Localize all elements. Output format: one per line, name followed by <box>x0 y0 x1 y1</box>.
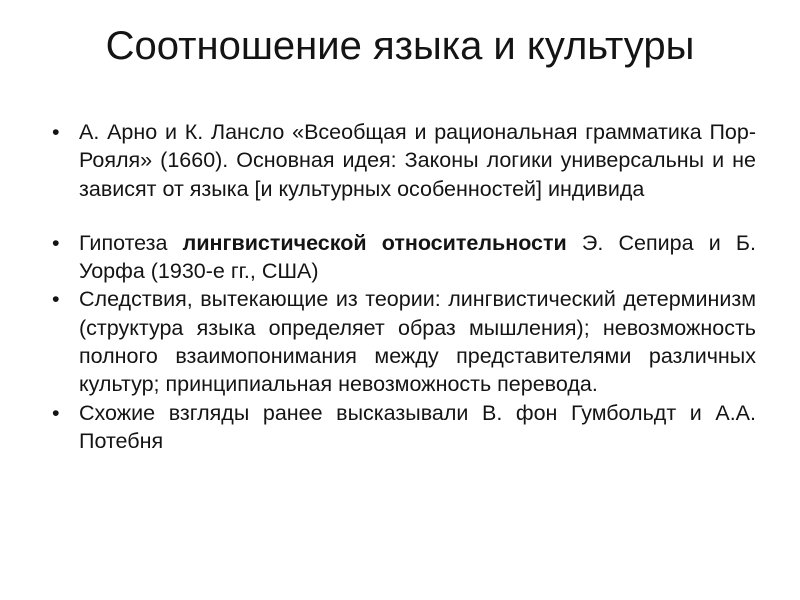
bullet-list <box>52 118 756 455</box>
bullet-consequences <box>52 285 756 398</box>
bullet-text-before: Гипотеза <box>79 230 183 255</box>
bullet-text: Схожие взгляды ранее высказывали В. фон Гумбольдт и А.А. Потебня <box>79 400 756 453</box>
bullet-similar-views <box>52 399 756 456</box>
bullet-text-after: Э. Сепира и Б. Уорфа (1930-е гг., США) <box>79 230 757 284</box>
bullet-bold-term: лингвистической относительности <box>182 230 567 255</box>
bullet-text: Следствия, вытекающие из теории: лингвистический детерминизм (структура языка определяет образ мышления); невозможность полного взаимопонимания между представителями различных культур; принципиальная невозможность перевода. <box>79 287 756 397</box>
bullet-text: А. Арно и К. Лансло «Всеобщая и рациональная грамматика Пор-Рояля» (1660). Основная идея: Законы логики универсальны и не зависят от языка [и культурных особенностей] индивида <box>79 120 756 201</box>
bullet-sapir-whorf-hypothesis <box>52 229 756 286</box>
slide-title: Соотношение языка и культуры <box>105 24 695 68</box>
bullet-port-royal-grammar <box>52 118 756 203</box>
